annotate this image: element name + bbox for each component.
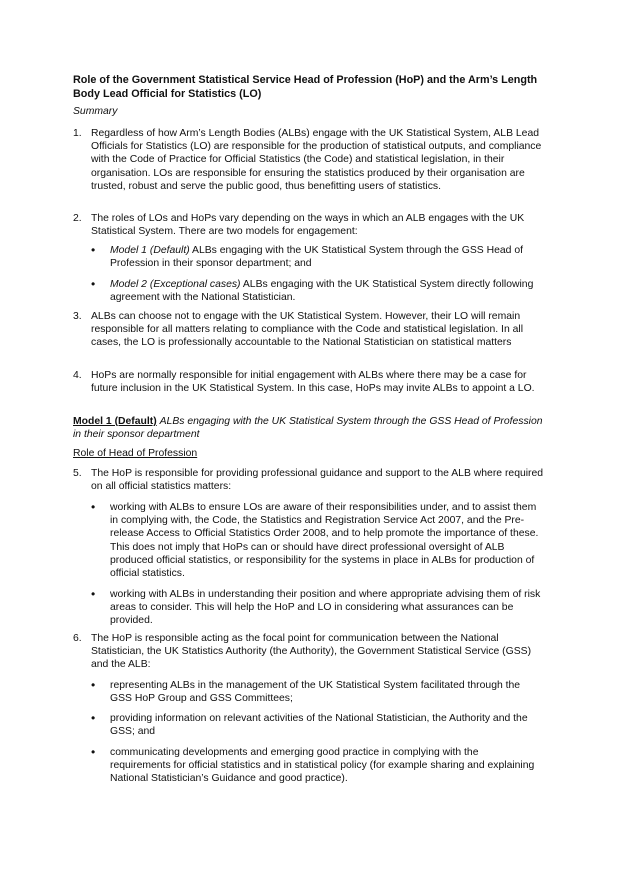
paragraph-text: Regardless of how Arm’s Length Bodies (ALBs) engage with the UK Statistical System, ALB Lead Officials for Statistics (LO) are responsible for the production of statistical outputs, and compliance with the Code of Practice for Official Statistics (the Code) and statistical legislation, in their organisation. LOs are responsible for ensuring the statistics produced by their organisation are trusted, robust and serve the public good, thus benefitting users of statistics. bbox=[91, 128, 542, 192]
paragraph-2 bbox=[73, 212, 548, 238]
model-text: ALBs engaging with the UK Statistical System directly following agreement with the National Statistician. bbox=[110, 279, 534, 304]
bullet-text: working with ALBs in understanding their position and where appropriate advising them of risk areas to consider. This will help the HoP and LO in considering what assurances can be provided. bbox=[110, 589, 541, 627]
paragraph-6 bbox=[73, 632, 548, 672]
document-title: Role of the Government Statistical Service Head of Profession (HoP) and the Arm’s Length Body Lead Official for Statistics (LO) bbox=[73, 74, 538, 100]
bullet-icon: • bbox=[91, 711, 96, 725]
paragraph-number: 6. bbox=[73, 633, 82, 644]
summary-heading: Summary bbox=[73, 106, 118, 117]
model-label: Model 1 (Default) bbox=[110, 245, 190, 256]
model-bullet-2 bbox=[91, 278, 541, 304]
paragraph-text: The HoP is responsible acting as the focal point for communication between the National Statistician, the UK Statistics Authority (the Authority), the Government Statistical Service (GSS) and the ALB: bbox=[91, 633, 532, 671]
model-1-heading-text: ALBs engaging with the UK Statistical System through the GSS Head of Profession in their sponsor department bbox=[73, 416, 543, 441]
bullet-icon: • bbox=[91, 678, 96, 692]
hop-support-bullet-1 bbox=[91, 501, 541, 580]
paragraph-text: The HoP is responsible for providing professional guidance and support to the ALB where required on all official statistics matters: bbox=[91, 468, 544, 493]
paragraph-number: 3. bbox=[73, 311, 82, 322]
model-text: ALBs engaging with the UK Statistical System through the GSS Head of Profession in their sponsor department; and bbox=[110, 245, 523, 270]
bullet-icon: • bbox=[91, 277, 96, 291]
paragraph-text: HoPs are normally responsible for initial engagement with ALBs where there may be a case for future inclusion in the UK Statistical System. In this case, HoPs may invite ALBs to appoint a LO. bbox=[91, 370, 535, 395]
role-of-hop-heading: Role of Head of Profession bbox=[73, 448, 198, 459]
paragraph-number: 1. bbox=[73, 128, 82, 139]
paragraph-number: 5. bbox=[73, 468, 82, 479]
bullet-icon: • bbox=[91, 587, 96, 601]
model-label: Model 2 (Exceptional cases) bbox=[110, 279, 241, 290]
paragraph-1 bbox=[73, 127, 548, 193]
paragraph-text: ALBs can choose not to engage with the UK Statistical System. However, their LO will remain responsible for all matters relating to compliance with the Code and statistical legislation. In all cases, the LO is professionally accountable to the National Statistician on statistical matters bbox=[91, 311, 524, 349]
bullet-text: providing information on relevant activities of the National Statistician, the Authority and the GSS; and bbox=[110, 713, 528, 738]
bullet-icon: • bbox=[91, 745, 96, 759]
hop-support-bullet-2 bbox=[91, 588, 541, 628]
paragraph-4 bbox=[73, 369, 548, 395]
bullet-icon: • bbox=[91, 500, 96, 514]
paragraph-text: The roles of LOs and HoPs vary depending on the ways in which an ALB engages with the UK Statistical System. There are two models for engagement: bbox=[91, 213, 525, 238]
bullet-icon: • bbox=[91, 243, 96, 257]
bullet-text: representing ALBs in the management of the UK Statistical System facilitated through the GSS HoP Group and GSS Committees; bbox=[110, 680, 521, 705]
bullet-text: working with ALBs to ensure LOs are aware of their responsibilities under, and to assist them in complying with, the Code, the Statistics and Registration Service Act 2007, and the Pre-release Access to Official Statistics Order 2008, and to help promote the importance of these. This does not imply that HoPs can or should have direct professional oversight of ALB produced official statistics, or responsibility for the systems in place in ALBs for production of official statistics. bbox=[110, 502, 539, 580]
bullet-text: communicating developments and emerging good practice in complying with the requirements for official statistics and in statistical policy (for example sharing and explaining National Statistician’s Guidance and good practice). bbox=[110, 747, 535, 785]
paragraph-number: 2. bbox=[73, 213, 82, 224]
model-bullet-1 bbox=[91, 244, 541, 270]
paragraph-3 bbox=[73, 310, 548, 350]
paragraph-5 bbox=[73, 467, 548, 493]
paragraph-number: 4. bbox=[73, 370, 82, 381]
model-1-heading-label: Model 1 (Default) bbox=[73, 416, 157, 427]
model-1-heading bbox=[73, 415, 548, 441]
communication-bullet-1 bbox=[91, 679, 541, 705]
communication-bullet-2 bbox=[91, 712, 541, 738]
communication-bullet-3 bbox=[91, 746, 541, 786]
